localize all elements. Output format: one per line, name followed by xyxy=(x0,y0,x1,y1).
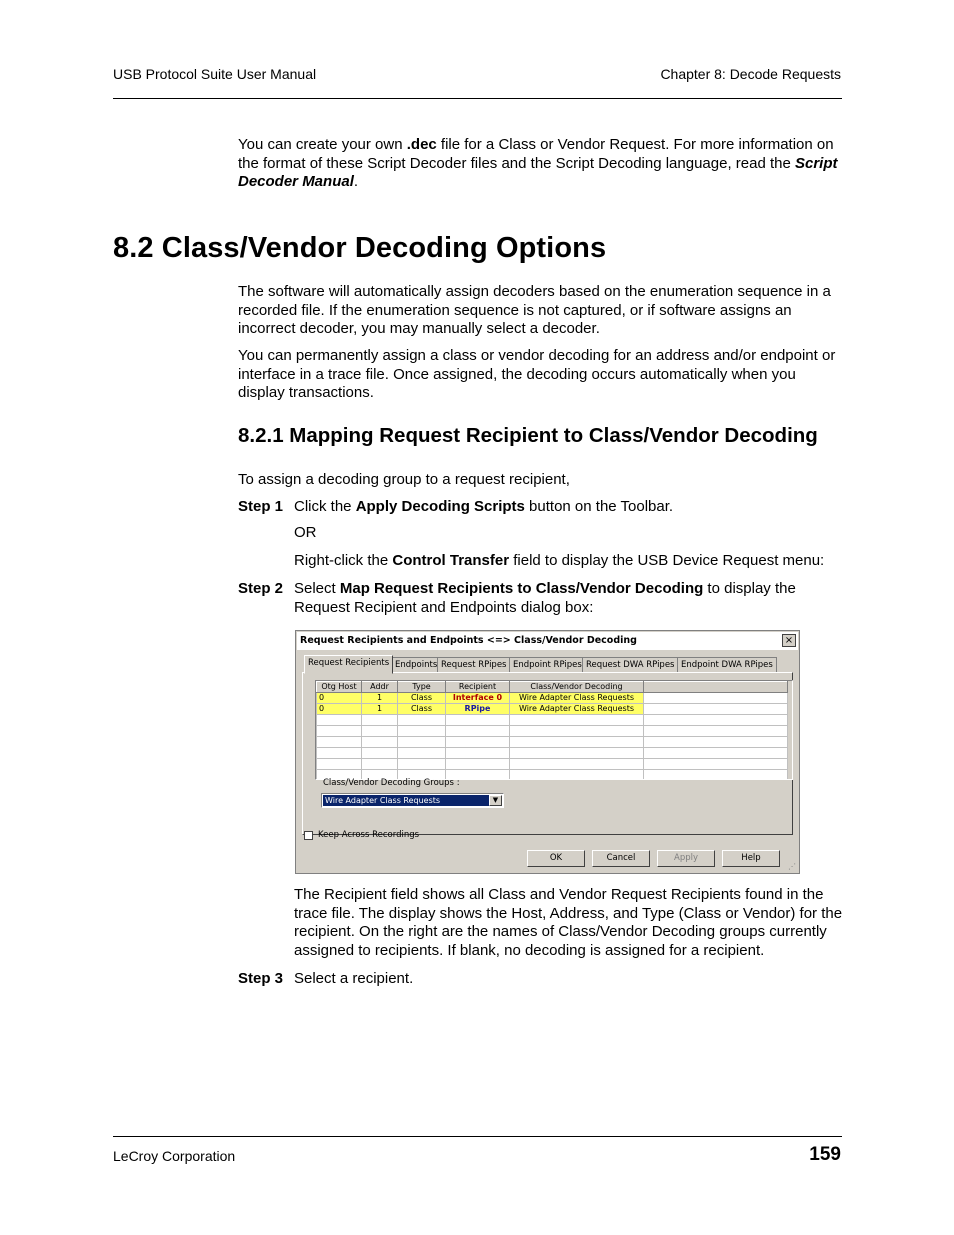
resize-grip-icon[interactable]: ⋰ xyxy=(788,862,796,871)
decoding-groups-label: Class/Vendor Decoding Groups : xyxy=(323,778,460,788)
chevron-down-icon[interactable]: ▼ xyxy=(489,795,502,806)
column-class-vendor-decoding[interactable]: Class/Vendor Decoding xyxy=(510,682,644,693)
dec-extension: .dec xyxy=(406,136,437,153)
help-button[interactable]: Help xyxy=(722,850,780,867)
section-paragraph-2: You can permanently assign a class or vendor decoding for an address and/or endpoint or interface in a trace file. Once assigned, the decoding occurs automatically when you display transactions. xyxy=(238,347,836,401)
tab-request-recipients[interactable]: Request Recipients xyxy=(304,655,393,674)
apply-button[interactable]: Apply xyxy=(657,850,715,867)
cell-recipient: Interface 0 xyxy=(446,693,510,704)
cell-addr: 1 xyxy=(362,693,398,704)
step-2-text-a: Select xyxy=(294,580,340,597)
subsection-heading: 8.2.1 Mapping Request Recipient to Class/Vendor Decoding xyxy=(238,424,818,447)
step-1-text-c: button on the Toolbar. xyxy=(524,498,674,515)
table-row-empty xyxy=(317,759,788,770)
step-1-alt-c: field to display the USB Device Request menu: xyxy=(509,552,825,569)
intro-paragraph xyxy=(238,136,842,192)
tab-panel xyxy=(302,672,793,835)
section-paragraph-1: The software will automatically assign decoders based on the enumeration sequence in a recorded file. If the enumeration sequence is not captured, or if software assigns an incorrect decoder, you may manually select a decoder. xyxy=(238,283,831,337)
cell-empty xyxy=(644,693,788,704)
grid-header-row xyxy=(317,682,788,693)
step-1-or: OR xyxy=(294,524,317,541)
footer-rule xyxy=(113,1136,842,1137)
column-type[interactable]: Type xyxy=(398,682,446,693)
cancel-button[interactable]: Cancel xyxy=(592,850,650,867)
subsection-intro: To assign a decoding group to a request recipient, xyxy=(238,471,570,488)
step-2-label: Step 2 xyxy=(238,580,284,597)
running-header-title: USB Protocol Suite User Manual xyxy=(113,66,317,82)
decoding-groups-value: Wire Adapter Class Requests xyxy=(323,795,489,806)
cell-addr: 1 xyxy=(362,704,398,715)
table-row-empty xyxy=(317,748,788,759)
section-heading: 8.2 Class/Vendor Decoding Options xyxy=(113,232,607,264)
table-row[interactable] xyxy=(317,693,788,704)
keep-across-recordings-checkbox[interactable] xyxy=(304,831,313,840)
tab-endpoint-dwa-rpipes[interactable]: Endpoint DWA RPipes xyxy=(677,657,777,672)
tab-request-rpipes[interactable]: Request RPipes xyxy=(437,657,511,672)
running-header-chapter: Chapter 8: Decode Requests xyxy=(660,66,841,82)
step-2-description: The Recipient field shows all Class and Vendor Request Recipients found in the trace file. The display shows the Host, Address, and Type (Class or Vendor) for the recipient. On the right are the names of Class/Vendor Decoding groups currently assigned to recipients. If blank, no decoding is assigned for a recipient. xyxy=(294,886,843,959)
header-rule xyxy=(113,98,842,99)
tab-request-dwa-rpipes[interactable]: Request DWA RPipes xyxy=(582,657,679,672)
grid-scrollbar[interactable] xyxy=(788,681,792,779)
step-1-alt-a: Right-click the xyxy=(294,552,393,569)
intro-period: . xyxy=(353,173,359,190)
footer-company: LeCroy Corporation xyxy=(113,1148,236,1164)
tab-endpoint-rpipes[interactable]: Endpoint RPipes xyxy=(509,657,586,672)
step-2-text-c: to display the Request Recipient and Endpoints dialog box: xyxy=(294,580,796,616)
intro-text-2: file for a Class or Vendor Request. For more information on the format of these Script Decoder files and the Script Decoding language, read the xyxy=(238,136,834,172)
step-3-text: Select a recipient. xyxy=(294,970,414,987)
table-row-empty xyxy=(317,715,788,726)
column-otg-host[interactable]: Otg Host xyxy=(317,682,362,693)
step-1-text xyxy=(294,498,844,517)
keep-across-recordings-label: Keep Across Recordings xyxy=(318,830,420,840)
cell-recipient: RPipe xyxy=(446,704,510,715)
cell-host: 0 xyxy=(317,693,362,704)
intro-text: You can create your own xyxy=(238,136,407,153)
script-decoder-manual-ref: Script Decoder Manual xyxy=(238,154,838,190)
tab-endpoints[interactable]: Endpoints xyxy=(391,657,441,672)
cell-host: 0 xyxy=(317,704,362,715)
ok-button[interactable]: OK xyxy=(527,850,585,867)
column-filler xyxy=(644,682,788,693)
dialog-title: Request Recipients and Endpoints <=> Class/Vendor Decoding xyxy=(300,635,637,646)
cell-type: Class xyxy=(398,693,446,704)
cell-type: Class xyxy=(398,704,446,715)
close-button[interactable]: × xyxy=(782,634,796,647)
cell-empty xyxy=(644,704,788,715)
cell-decoding: Wire Adapter Class Requests xyxy=(510,704,644,715)
step-1-label: Step 1 xyxy=(238,498,284,515)
cell-decoding: Wire Adapter Class Requests xyxy=(510,693,644,704)
column-recipient[interactable]: Recipient xyxy=(446,682,510,693)
dialog-titlebar xyxy=(297,632,798,650)
control-transfer-ref: Control Transfer xyxy=(392,552,510,569)
table-row-empty xyxy=(317,737,788,748)
apply-decoding-scripts-ref: Apply Decoding Scripts xyxy=(355,498,525,515)
step-3-label: Step 3 xyxy=(238,970,284,987)
decoding-groups-select[interactable] xyxy=(321,793,504,808)
request-recipients-dialog xyxy=(295,630,800,874)
page-number: 159 xyxy=(809,1144,841,1165)
map-request-recipients-ref: Map Request Recipients to Class/Vendor Decoding xyxy=(339,580,704,597)
recipients-grid[interactable] xyxy=(315,680,793,780)
step-2-text xyxy=(294,580,844,617)
column-addr[interactable]: Addr xyxy=(362,682,398,693)
step-1-text-a: Click the xyxy=(294,498,356,515)
table-row[interactable] xyxy=(317,704,788,715)
table-row-empty xyxy=(317,726,788,737)
step-1-alt xyxy=(294,552,844,571)
